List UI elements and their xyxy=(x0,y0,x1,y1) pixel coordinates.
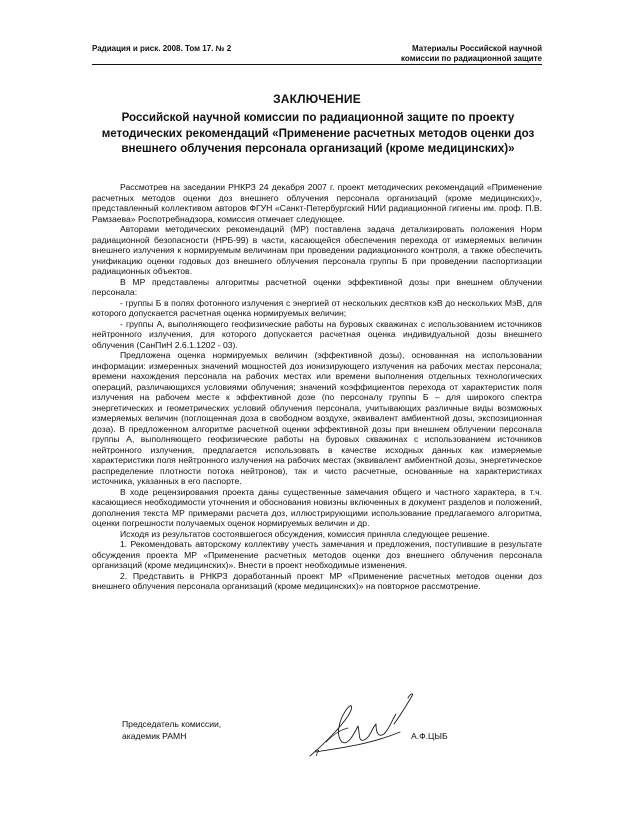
chair-role-line-2: академик РАМН xyxy=(122,731,187,741)
page-number: 7 xyxy=(314,748,320,758)
list-item-group-b: - группы Б в полях фотонного излучения с энергией от нескольких десятков кэВ до нескольких МэВ, для которого допускается расчетная оценка нормируемых величин; xyxy=(92,297,542,318)
section-name-line-1: Материалы Российской научной xyxy=(411,44,542,53)
decision-item-2: 2. Представить в РНКРЗ доработанный проект МР «Применение расчетных методов оценки доз внешнего облучения персонала организаций (кроме медицинских)» на повторное рассмотрение. xyxy=(92,570,542,591)
decision-item-1: 1. Рекомендовать авторскому коллективу учесть замечания и предложения, поступившие в результате обсуждения проекта МР «Применение расчетных методов оценки доз внешнего облучения персонала организаций (кроме медицинских)». Внести в проект необходимые изменения. xyxy=(92,539,542,570)
list-item-group-a: - группы А, выполняющего геофизические работы на буровых скважинах с использованием источников нейтронного излучения, для которого допускается расчетная оценка индивидуальной дозы внешнего облучения (СанПиН 2.6.1.1202 - 03). xyxy=(92,318,542,350)
journal-citation: Радиация и риск. 2008. Том 17. № 2 xyxy=(92,44,232,53)
header-rule xyxy=(92,64,542,65)
section-name-line-2: комиссии по радиационной защите xyxy=(401,54,542,63)
paragraph-task: Авторами методических рекомендаций (МР) поставлена задача детализировать положения Норм радиационной безопасности (НРБ-99) в части, касающейся обеспечения перехода от измеряемых величин внешнего излучения к нормируемым величинам при проведении радиационного контроля, а также обеспечить унификацию оценки годовых доз внешнего облучения персонала группы Б при проведении паспортизации радиационных объектов. xyxy=(92,224,542,276)
running-header xyxy=(92,44,542,66)
chair-role-line-1: Председатель комиссии, xyxy=(122,719,222,729)
paragraph-decision-intro: Исходя из результатов состоявшегося обсуждения, комиссия приняла следующее решение. xyxy=(120,528,490,539)
document-subtitle: Российской научной комиссии по радиационной защите по проекту методических рекомендаций «Применение расчетных методов оценки доз внешнего облучения персонала организаций (кроме медицинских)» xyxy=(101,111,535,155)
paragraph-intro: Рассмотрев на заседании РНКРЗ 24 декабря 2007 г. проект методических рекомендаций «Применение расчетных методов оценки доз внешнего облучения персонала организаций (кроме медицинских)», представленный коллективом авторов ФГУН «Санкт-Петербургский НИИ радиационной гигиены им. проф. П.В. Рамзаева» Роспотребнадзора, комиссия отмечает следующее. xyxy=(92,182,542,224)
document-title: ЗАКЛЮЧЕНИЕ xyxy=(273,92,361,106)
chair-role xyxy=(122,718,221,742)
body-text xyxy=(92,182,542,592)
chair-name: А.Ф.ЦЫБ xyxy=(411,731,448,741)
paragraph-proposed-assessment: Предложена оценка нормируемых величин (эффективной дозы), основанная на использовании информации: измеренных значений мощностей доз ионизирующего излучения на рабочих местах персонала; времени нахождения персонала на рабочих местах или времени выполнения отдельных технологических операций, различающихся условиями облучения; значений коэффициентов перехода от характеристик поля излучения на рабочем месте к эффективной дозе (по персоналу группы Б – для широкого спектра энергетических и геометрических условий облучения персонала, учитывающих различные виды возможных измеряемых величин (поглощенная доза в свободном воздухе, эквивалент амбиентной дозы, экспозиционная доза). В предложенном алгоритме расчетной оценки эффективной дозы при внешнем облучении персонала группы А, выполняющего геофизические работы на буровых скважинах с использованием источников нейтронного излучения, предлагается использовать в качестве исходных данных как измеряемые характеристики поля нейтронного излучения на рабочих местах (эквивалент амбиентной дозы, энергетическое распределение плотности потока нейтронов), так и чисто расчетные, основанные на характеристиках источника, указанных в его паспорте. xyxy=(92,350,542,486)
paragraph-algorithms: В МР представлены алгоритмы расчетной оценки эффективной дозы при внешнем облучении персонала: xyxy=(92,276,542,297)
paragraph-review: В ходе рецензирования проекта даны существенные замечания общего и частного характера, в т.ч. касающиеся необходимости уточнения и обоснования новизны включенных в документ разделов и положений, дополнения текста МР примерами расчета доз, иллюстрирующими использование предлагаемого алгоритма, оценки погрешности получаемых оценок нормируемых величин и др. xyxy=(92,486,542,528)
section-name xyxy=(401,44,542,64)
